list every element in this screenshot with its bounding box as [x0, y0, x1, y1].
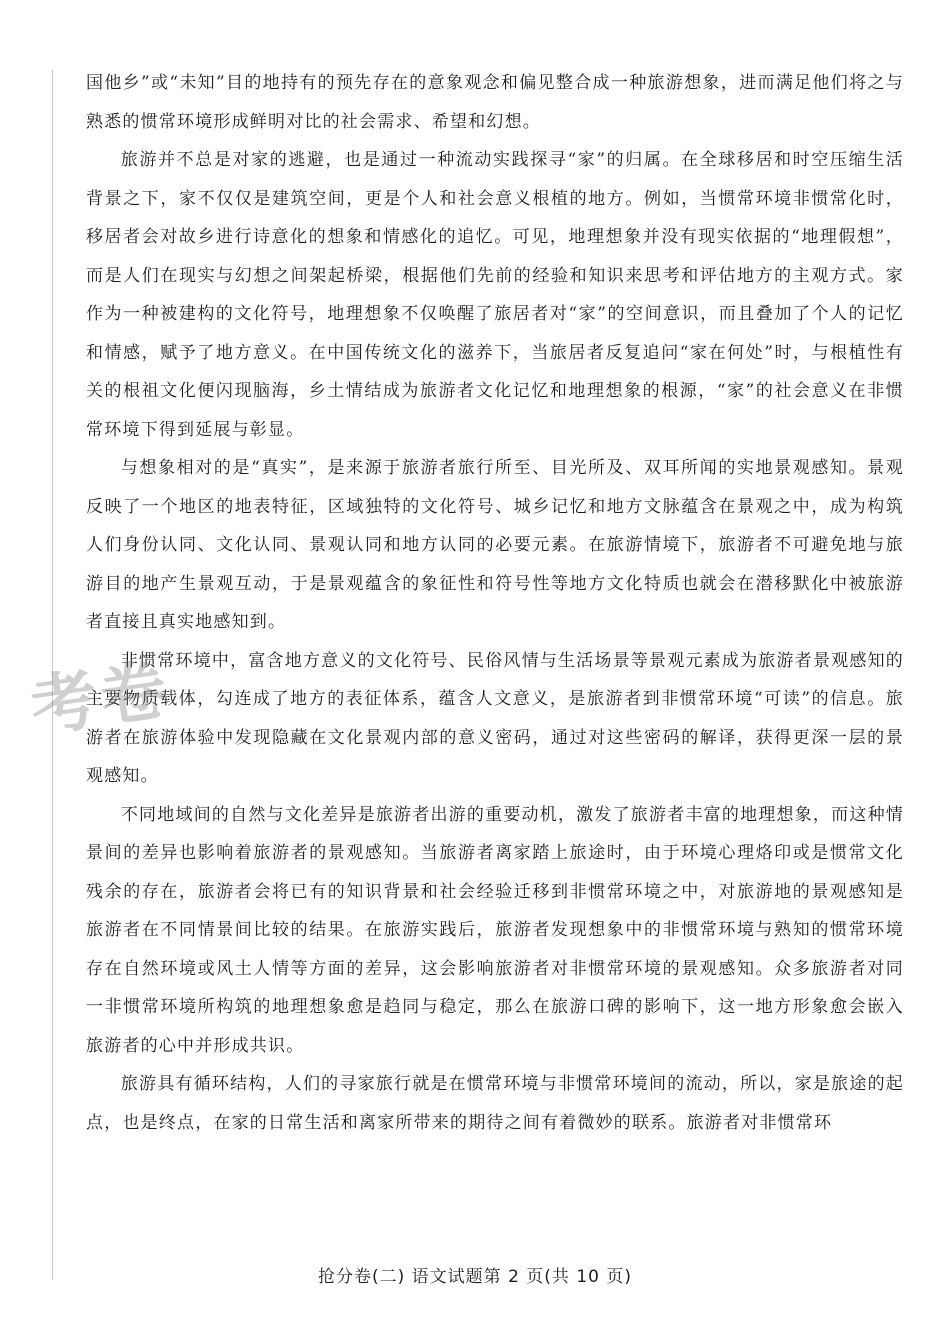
document-body: [86, 64, 904, 1142]
margin-rule: [52, 70, 53, 1280]
watermark-stamp: 考卷: [26, 649, 176, 747]
paragraph-5: 不同地域间的自然与文化差异是旅游者出游的重要动机，激发了旅游者丰富的地理想象，而这种情景间的差异也影响着旅游者的景观感知。当旅游者离家踏上旅途时，由于环境心理烙印或是惯常文化残余的存在，旅游者会将已有的知识背景和社会经验迁移到非惯常环境之中，对旅游地的景观感知是旅游者在不同情景间比较的结果。在旅游实践后，旅游者发现想象中的非惯常环境与熟知的惯常环境存在自然环境或风土人情等方面的差异，这会影响旅游者对非惯常环境的景观感知。众多旅游者对同一非惯常环境所构筑的地理想象愈是趋同与稳定，那么在旅游口碑的影响下，这一地方形象愈会嵌入旅游者的心中并形成共识。: [86, 804, 904, 1056]
paragraph-2: 旅游并不总是对家的逃避，也是通过一种流动实践探寻“家”的归属。在全球移居和时空压缩生活背景之下，家不仅仅是建筑空间，更是个人和社会意义根植的地方。例如，当惯常环境非惯常化时，移居者会对故乡进行诗意化的想象和情感化的追忆。可见，地理想象并没有现实依据的“地理假想”，而是人们在现实与幻想之间架起桥梁，根据他们先前的经验和知识来思考和评估地方的主观方式。家作为一种被建构的文化符号，地理想象不仅唤醒了旅居者对“家”的空间意识，而且叠加了个人的记忆和情感，赋予了地方意义。在中国传统文化的滋养下，当旅居者反复追问“家在何处”时，与根植性有关的根祖文化便闪现脑海，乡土情结成为旅游者文化记忆和地理想象的根源，“家”的社会意义在非惯常环境下得到延展与彰显。: [86, 150, 904, 440]
paragraph-1: 国他乡”或“未知”目的地持有的预先存在的意象观念和偏见整合成一种旅游想象，进而满足他们将之与熟悉的惯常环境形成鲜明对比的社会需求、希望和幻想。: [86, 73, 904, 132]
paragraph-3: 与想象相对的是“真实”，是来源于旅游者旅行所至、目光所及、双耳所闻的实地景观感知。景观反映了一个地区的地表特征，区域独特的文化符号、城乡记忆和地方文脉蕴含在景观之中，成为构筑人们身份认同、文化认同、景观认同和地方认同的必要元素。在旅游情境下，旅游者不可避免地与旅游目的地产生景观互动，于是景观蕴含的象征性和符号性等地方文化特质也就会在潜移默化中被旅游者直接且真实地感知到。: [86, 458, 904, 632]
paragraph-6: 旅游具有循环结构，人们的寻家旅行就是在惯常环境与非惯常环境间的流动，所以，家是旅途的起点，也是终点，在家的日常生活和离家所带来的期待之间有着微妙的联系。旅游者对非惯常环: [86, 1074, 904, 1133]
paragraph-4: 非惯常环境中，富含地方意义的文化符号、民俗风情与生活场景等景观元素成为旅游者景观感知的主要物质载体，勾连成了地方的表征体系，蕴含人文意义，是旅游者到非惯常环境“可读”的信息。旅游者在旅游体验中发现隐藏在文化景观内部的意义密码，通过对这些密码的解译，获得更深一层的景观感知。: [86, 650, 904, 786]
page-footer: 抢分卷(二) 语文试题第 2 页(共 10 页): [318, 1267, 632, 1287]
